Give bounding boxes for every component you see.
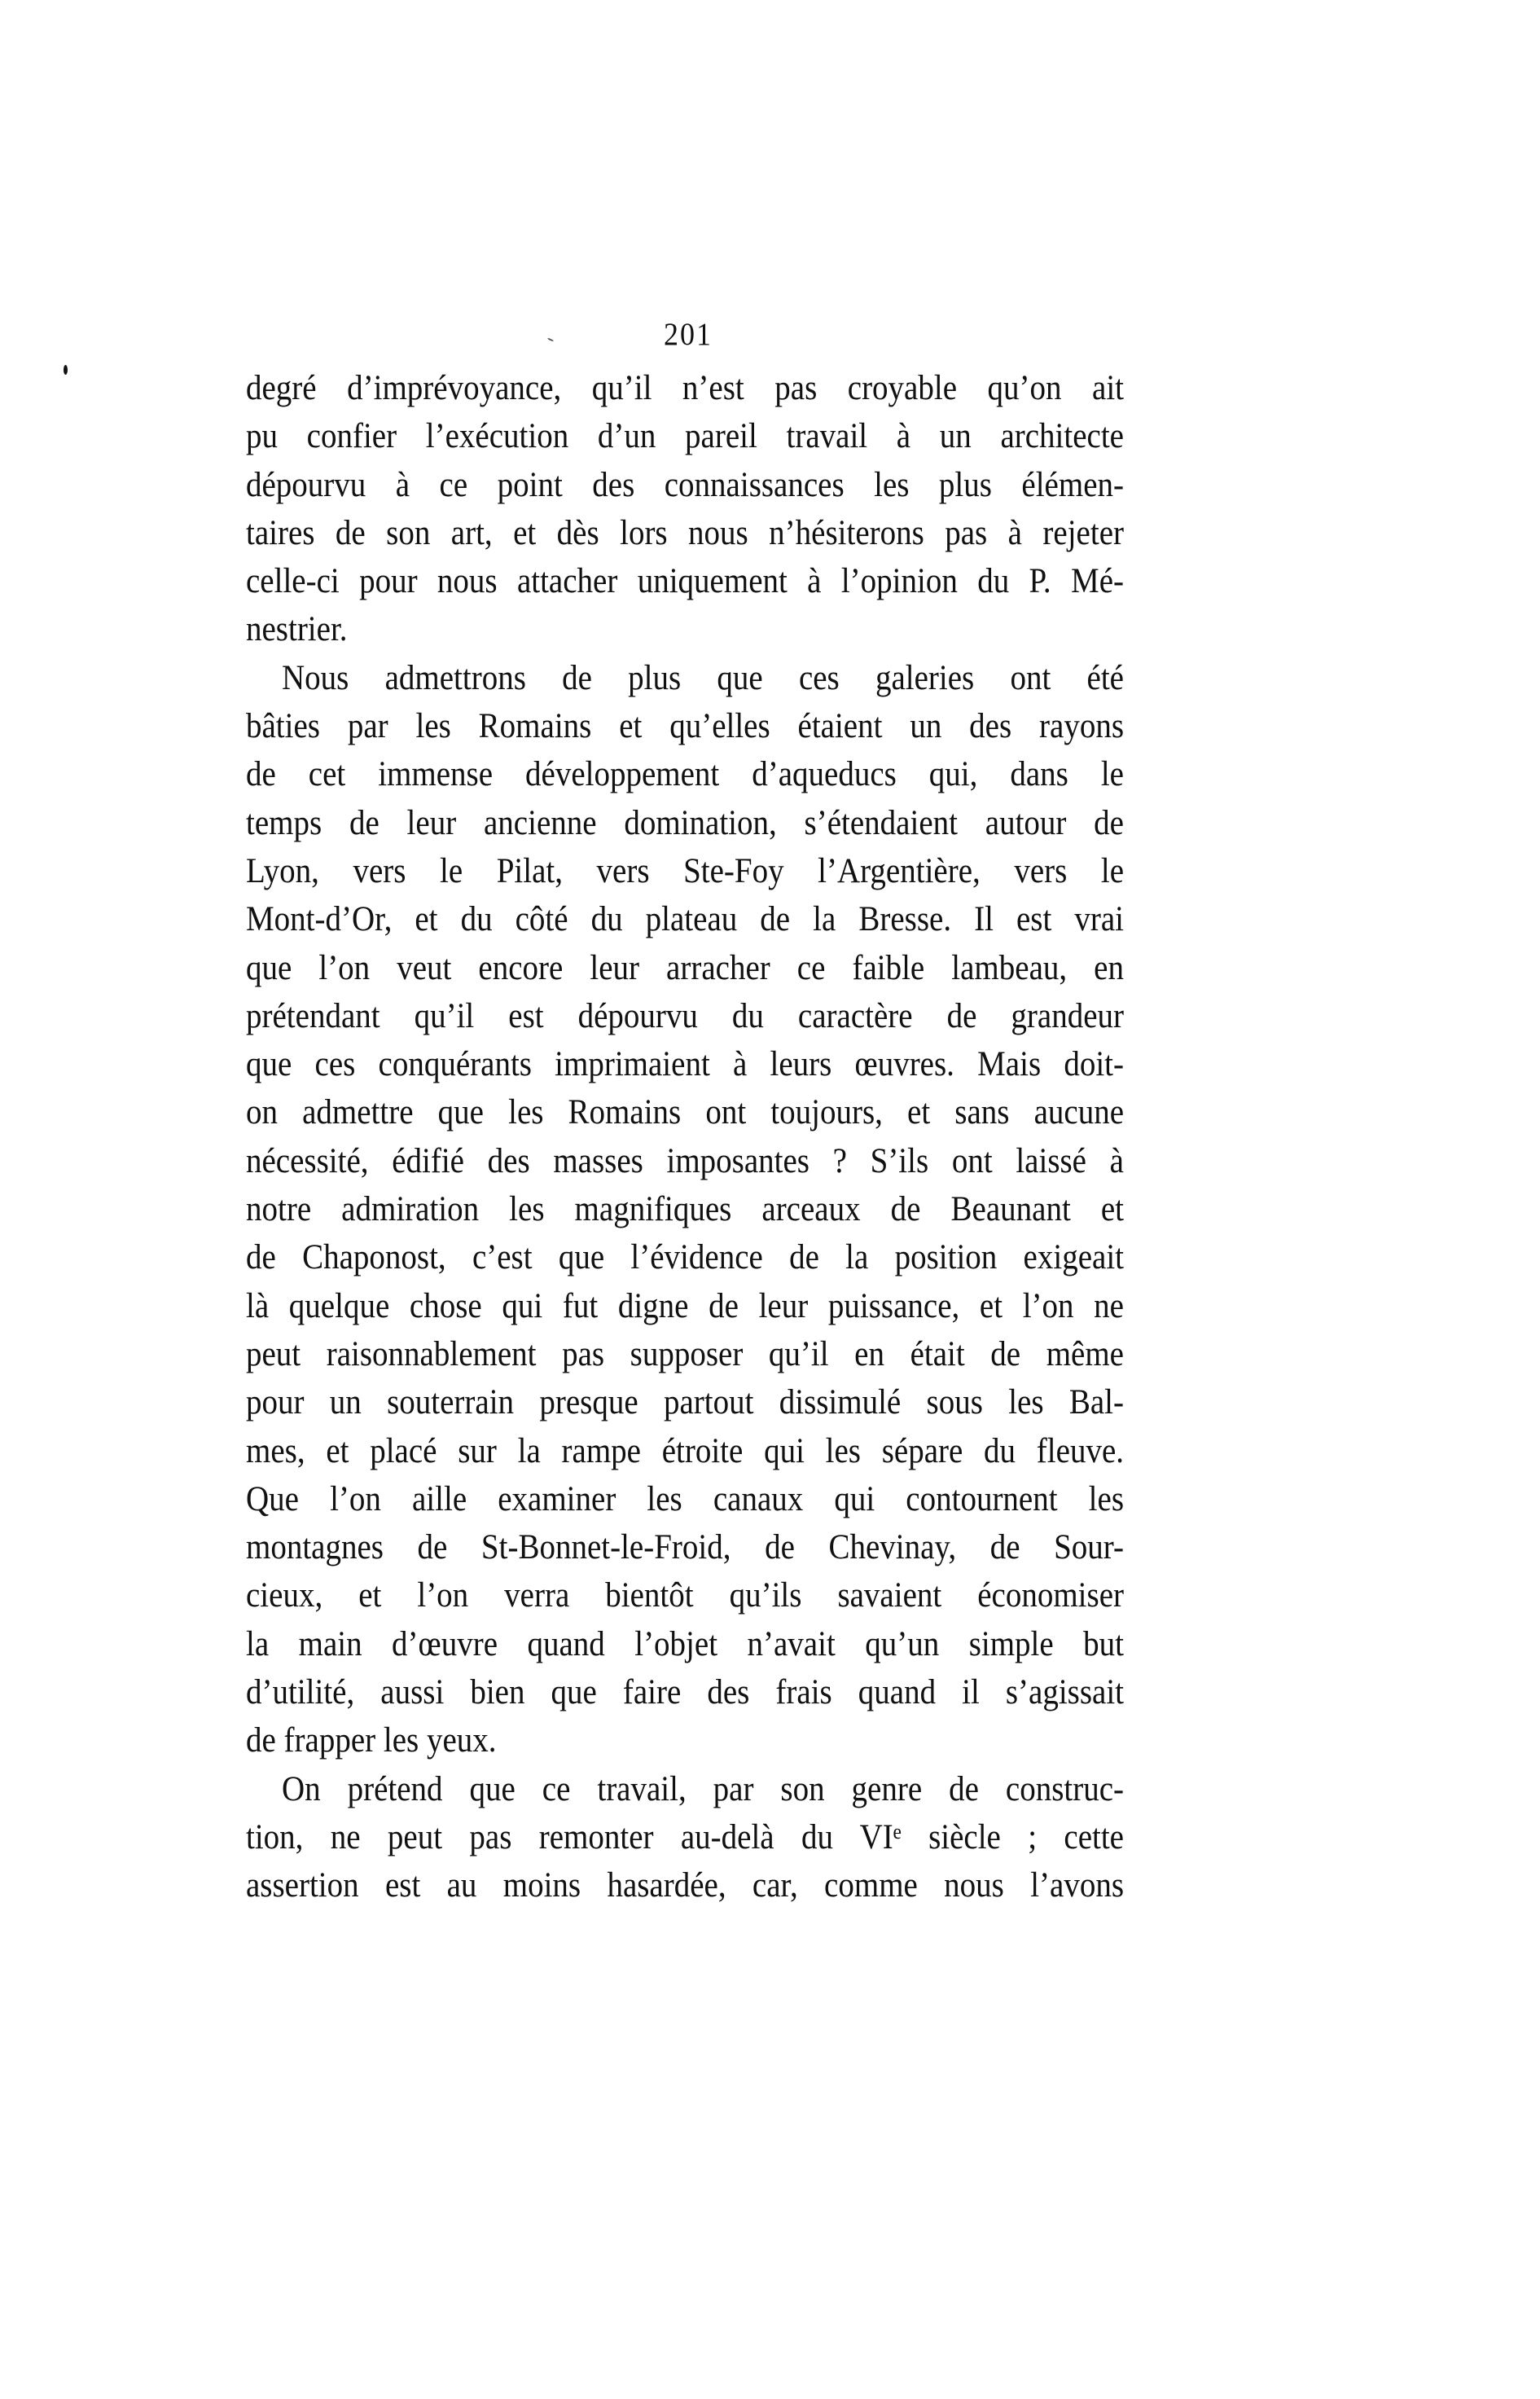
text-line bbox=[246, 606, 1124, 654]
text-line bbox=[246, 945, 1124, 993]
text-line bbox=[246, 1717, 1124, 1765]
text-line-content: nécessité, édifié des masses imposantes ? S’ils ont laissé à bbox=[246, 1140, 1124, 1180]
text-line-content: temps de leur ancienne domination, s’étendaient autour de bbox=[246, 802, 1124, 842]
text-line bbox=[246, 1089, 1124, 1137]
text-line-content: montagnes de St-Bonnet-le-Froid, de Chevinay, de Sour- bbox=[246, 1527, 1124, 1567]
text-line-content: On prétend que ce travail, par son genre de construc- bbox=[282, 1768, 1124, 1808]
text-line bbox=[246, 558, 1124, 606]
text-line bbox=[246, 1862, 1124, 1910]
text-line bbox=[246, 510, 1124, 558]
text-line bbox=[246, 1621, 1124, 1669]
text-line bbox=[246, 1669, 1124, 1717]
text-line-content: prétendant qu’il est dépourvu du caractère de grandeur bbox=[246, 995, 1124, 1035]
text-line bbox=[246, 1041, 1124, 1089]
text-line-content: que l’on veut encore leur arracher ce faible lambeau, en bbox=[246, 947, 1124, 987]
text-line-content: dépourvu à ce point des connaissances les plus élémen- bbox=[246, 464, 1124, 504]
text-line bbox=[246, 462, 1124, 510]
body-text bbox=[246, 365, 1124, 1911]
text-line bbox=[246, 1331, 1124, 1379]
text-line-content: nestrier. bbox=[246, 609, 348, 649]
text-line bbox=[246, 1234, 1124, 1282]
text-line-content: taires de son art, et dès lors nous n’hésiterons pas à rejeter bbox=[246, 512, 1124, 553]
text-line-content: Que l’on aille examiner les canaux qui contournent les bbox=[246, 1479, 1124, 1518]
text-line-content: de frapper les yeux. bbox=[246, 1720, 497, 1760]
text-line bbox=[246, 848, 1124, 896]
text-line-content: Mont-d’Or, et du côté du plateau de la Bresse. Il est vrai bbox=[246, 899, 1124, 939]
ink-speck bbox=[64, 365, 68, 375]
text-line bbox=[246, 1138, 1124, 1186]
text-line bbox=[246, 1524, 1124, 1572]
ink-speck bbox=[547, 337, 554, 341]
text-line bbox=[246, 365, 1124, 413]
text-line-content: assertion est au moins hasardée, car, comme nous l’avons bbox=[246, 1865, 1124, 1905]
text-line-content: tion, ne peut pas remonter au-delà du VIᵉ siècle ; cette bbox=[246, 1817, 1124, 1857]
text-line-content: Nous admettrons de plus que ces galeries ont été bbox=[282, 657, 1124, 697]
text-line-content: que ces conquérants imprimaient à leurs œuvres. Mais doit- bbox=[246, 1044, 1124, 1084]
text-line bbox=[246, 1572, 1124, 1620]
text-line bbox=[246, 703, 1124, 751]
text-line-content: on admettre que les Romains ont toujours, et sans aucune bbox=[246, 1092, 1124, 1132]
text-line-content: bâties par les Romains et qu’elles étaient un des rayons bbox=[246, 706, 1124, 746]
text-line bbox=[246, 751, 1124, 799]
text-line bbox=[246, 413, 1124, 461]
text-line-content: mes, et placé sur la rampe étroite qui les sépare du fleuve. bbox=[246, 1430, 1124, 1470]
text-line bbox=[246, 1186, 1124, 1234]
text-line bbox=[246, 993, 1124, 1041]
text-line-content: pu confier l’exécution d’un pareil travail à un architecte bbox=[246, 416, 1124, 456]
text-line bbox=[246, 1379, 1124, 1427]
text-line bbox=[246, 1283, 1124, 1331]
text-line-content: cieux, et l’on verra bientôt qu’ils savaient économiser bbox=[246, 1575, 1124, 1615]
text-line bbox=[246, 1766, 1124, 1814]
page-number: 201 bbox=[664, 316, 713, 352]
text-line-content: peut raisonnablement pas supposer qu’il en était de même bbox=[246, 1334, 1124, 1374]
text-line-content: celle-ci pour nous attacher uniquement à l’opinion du P. Mé- bbox=[246, 561, 1124, 601]
paragraph bbox=[246, 1766, 1124, 1911]
text-line-content: pour un souterrain presque partout dissimulé sous les Bal- bbox=[246, 1382, 1124, 1422]
text-line bbox=[246, 655, 1124, 703]
text-line bbox=[246, 1428, 1124, 1476]
text-line-content: la main d’œuvre quand l’objet n’avait qu’un simple but bbox=[246, 1623, 1124, 1663]
text-line-content: là quelque chose qui fut digne de leur puissance, et l’on ne bbox=[246, 1285, 1124, 1325]
text-line-content: notre admiration les magnifiques arceaux de Beaunant et bbox=[246, 1189, 1124, 1229]
paragraph bbox=[246, 655, 1124, 1766]
text-line-content: de cet immense développement d’aqueducs qui, dans le bbox=[246, 754, 1124, 794]
text-line-content: de Chaponost, c’est que l’évidence de la position exigeait bbox=[246, 1237, 1124, 1277]
text-line-content: d’utilité, aussi bien que faire des frais quand il s’agissait bbox=[246, 1672, 1124, 1712]
paragraph bbox=[246, 365, 1124, 655]
text-line bbox=[246, 1814, 1124, 1862]
text-line bbox=[246, 896, 1124, 944]
text-line bbox=[246, 800, 1124, 848]
text-line bbox=[246, 1476, 1124, 1524]
text-line-content: degré d’imprévoyance, qu’il n’est pas croyable qu’on ait bbox=[246, 367, 1124, 408]
text-line-content: Lyon, vers le Pilat, vers Ste-Foy l’Argentière, vers le bbox=[246, 850, 1124, 891]
